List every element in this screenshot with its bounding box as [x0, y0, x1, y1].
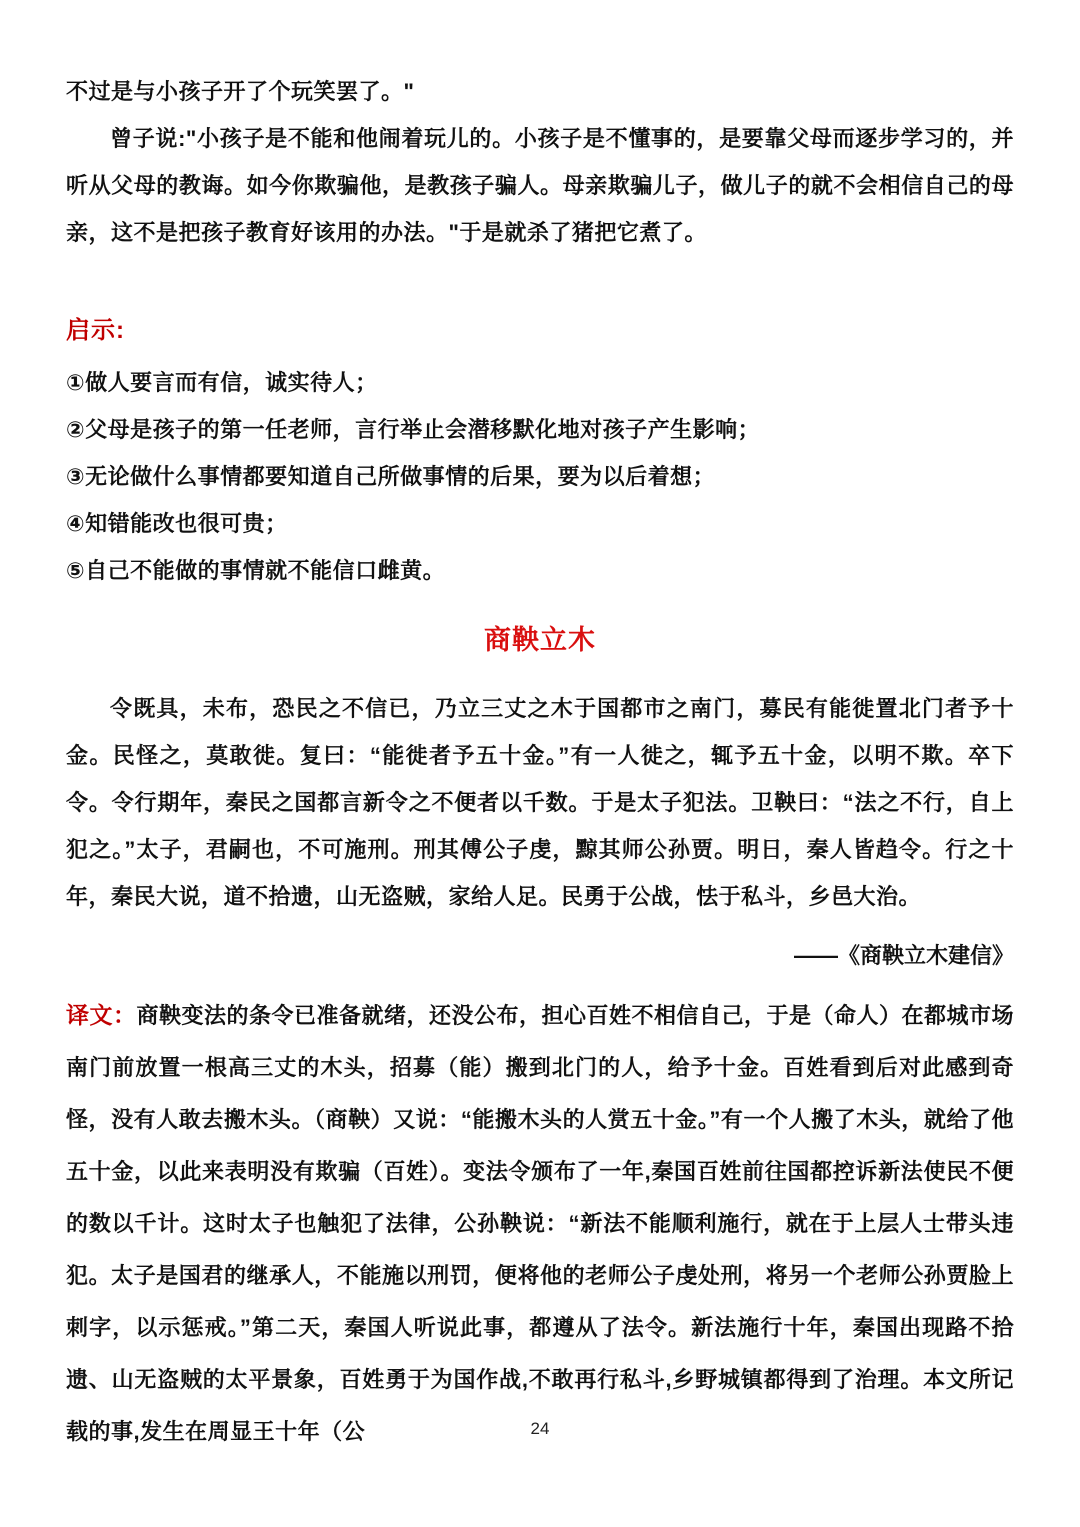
translation-label: 译文：: [66, 1002, 137, 1028]
translation-text: 商鞅变法的条令已准备就绪，还没公布，担心百姓不相信自己，于是（命人）在都城市场南门前放置一根高三丈的木头，招募（能）搬到北门的人，给予十金。百姓看到后对此感到奇怪，没有人敢去搬木头。（商鞅）又说：“能搬木头的人赏五十金。”有一个人搬了木头，就给了他五十金，以此来表明没有欺骗（百姓）。变法令颁布了一年,秦国百姓前往国都控诉新法使民不便的数以千计。这时太子也触犯了法律，公孙鞅说：“新法不能顺利施行，就在于上层人士带头违犯。太子是国君的继承人，不能施以刑罚，便将他的老师公子虔处刑，将另一个老师公孙贾脸上刺字，以示惩戒。”第二天，秦国人听说此事，都遵从了法令。新法施行十年，秦国出现路不拾遗、山无盗贼的太平景象，百姓勇于为国作战,不敢再行私斗,乡野城镇都得到了治理。本文所记载的事,发生在周显王十年（公: [66, 1003, 1015, 1444]
insight-item-5: ⑤自己不能做的事情就不能信口雌黄。: [66, 558, 446, 583]
classical-text-paragraph: 令既具，未布，恐民之不信已，乃立三丈之木于国都市之南门，募民有能徙置北门者予十金。民怪之，莫敢徙。复曰：“能徙者予五十金。”有一人徙之，辄予五十金，以明不欺。卒下令。令行期年，秦民之国都言新令之不便者以千数。于是太子犯法。卫鞅曰：“法之不行，自上犯之。”太子，君嗣也，不可施刑。刑其傅公子虔，黥其师公孙贾。明日，秦人皆趋令。行之十年，秦民大说，道不拾遗，山无盗贼，家给人足。民勇于公战，怯于私斗，乡邑大治。: [66, 696, 1014, 909]
insight-item-2: ②父母是孩子的第一任老师，言行举止会潜移默化地对孩子产生影响；: [66, 417, 761, 442]
story-end-paragraph: 不过是与小孩子开了个玩笑罢了。": [66, 79, 415, 104]
page-number: 24: [530, 1419, 550, 1438]
insight-item-4: ④知错能改也很可贵；: [66, 511, 288, 536]
insight-item-3: ③无论做什么事情都要知道自己所做事情的后果，要为以后着想；: [66, 464, 716, 489]
insights-heading: 启示:: [66, 317, 125, 344]
translation-paragraph: [66, 989, 1014, 1458]
source-attribution: ——《商鞅立木建信》: [793, 943, 1014, 968]
insight-item-1: ①做人要言而有信，诚实待人；: [66, 370, 378, 395]
story-title: 商鞅立木: [484, 625, 596, 655]
insights-list: [66, 359, 1014, 594]
story-quote-paragraph: 曾子说:"小孩子是不能和他闹着玩儿的。小孩子是不懂事的，是要靠父母而逐步学习的，并听从父母的教诲。如今你欺骗他，是教孩子骗人。母亲欺骗儿子，做儿子的就不会相信自己的母亲，这不是把孩子教育好该用的办法。"于是就杀了猪把它煮了。: [66, 126, 1014, 245]
